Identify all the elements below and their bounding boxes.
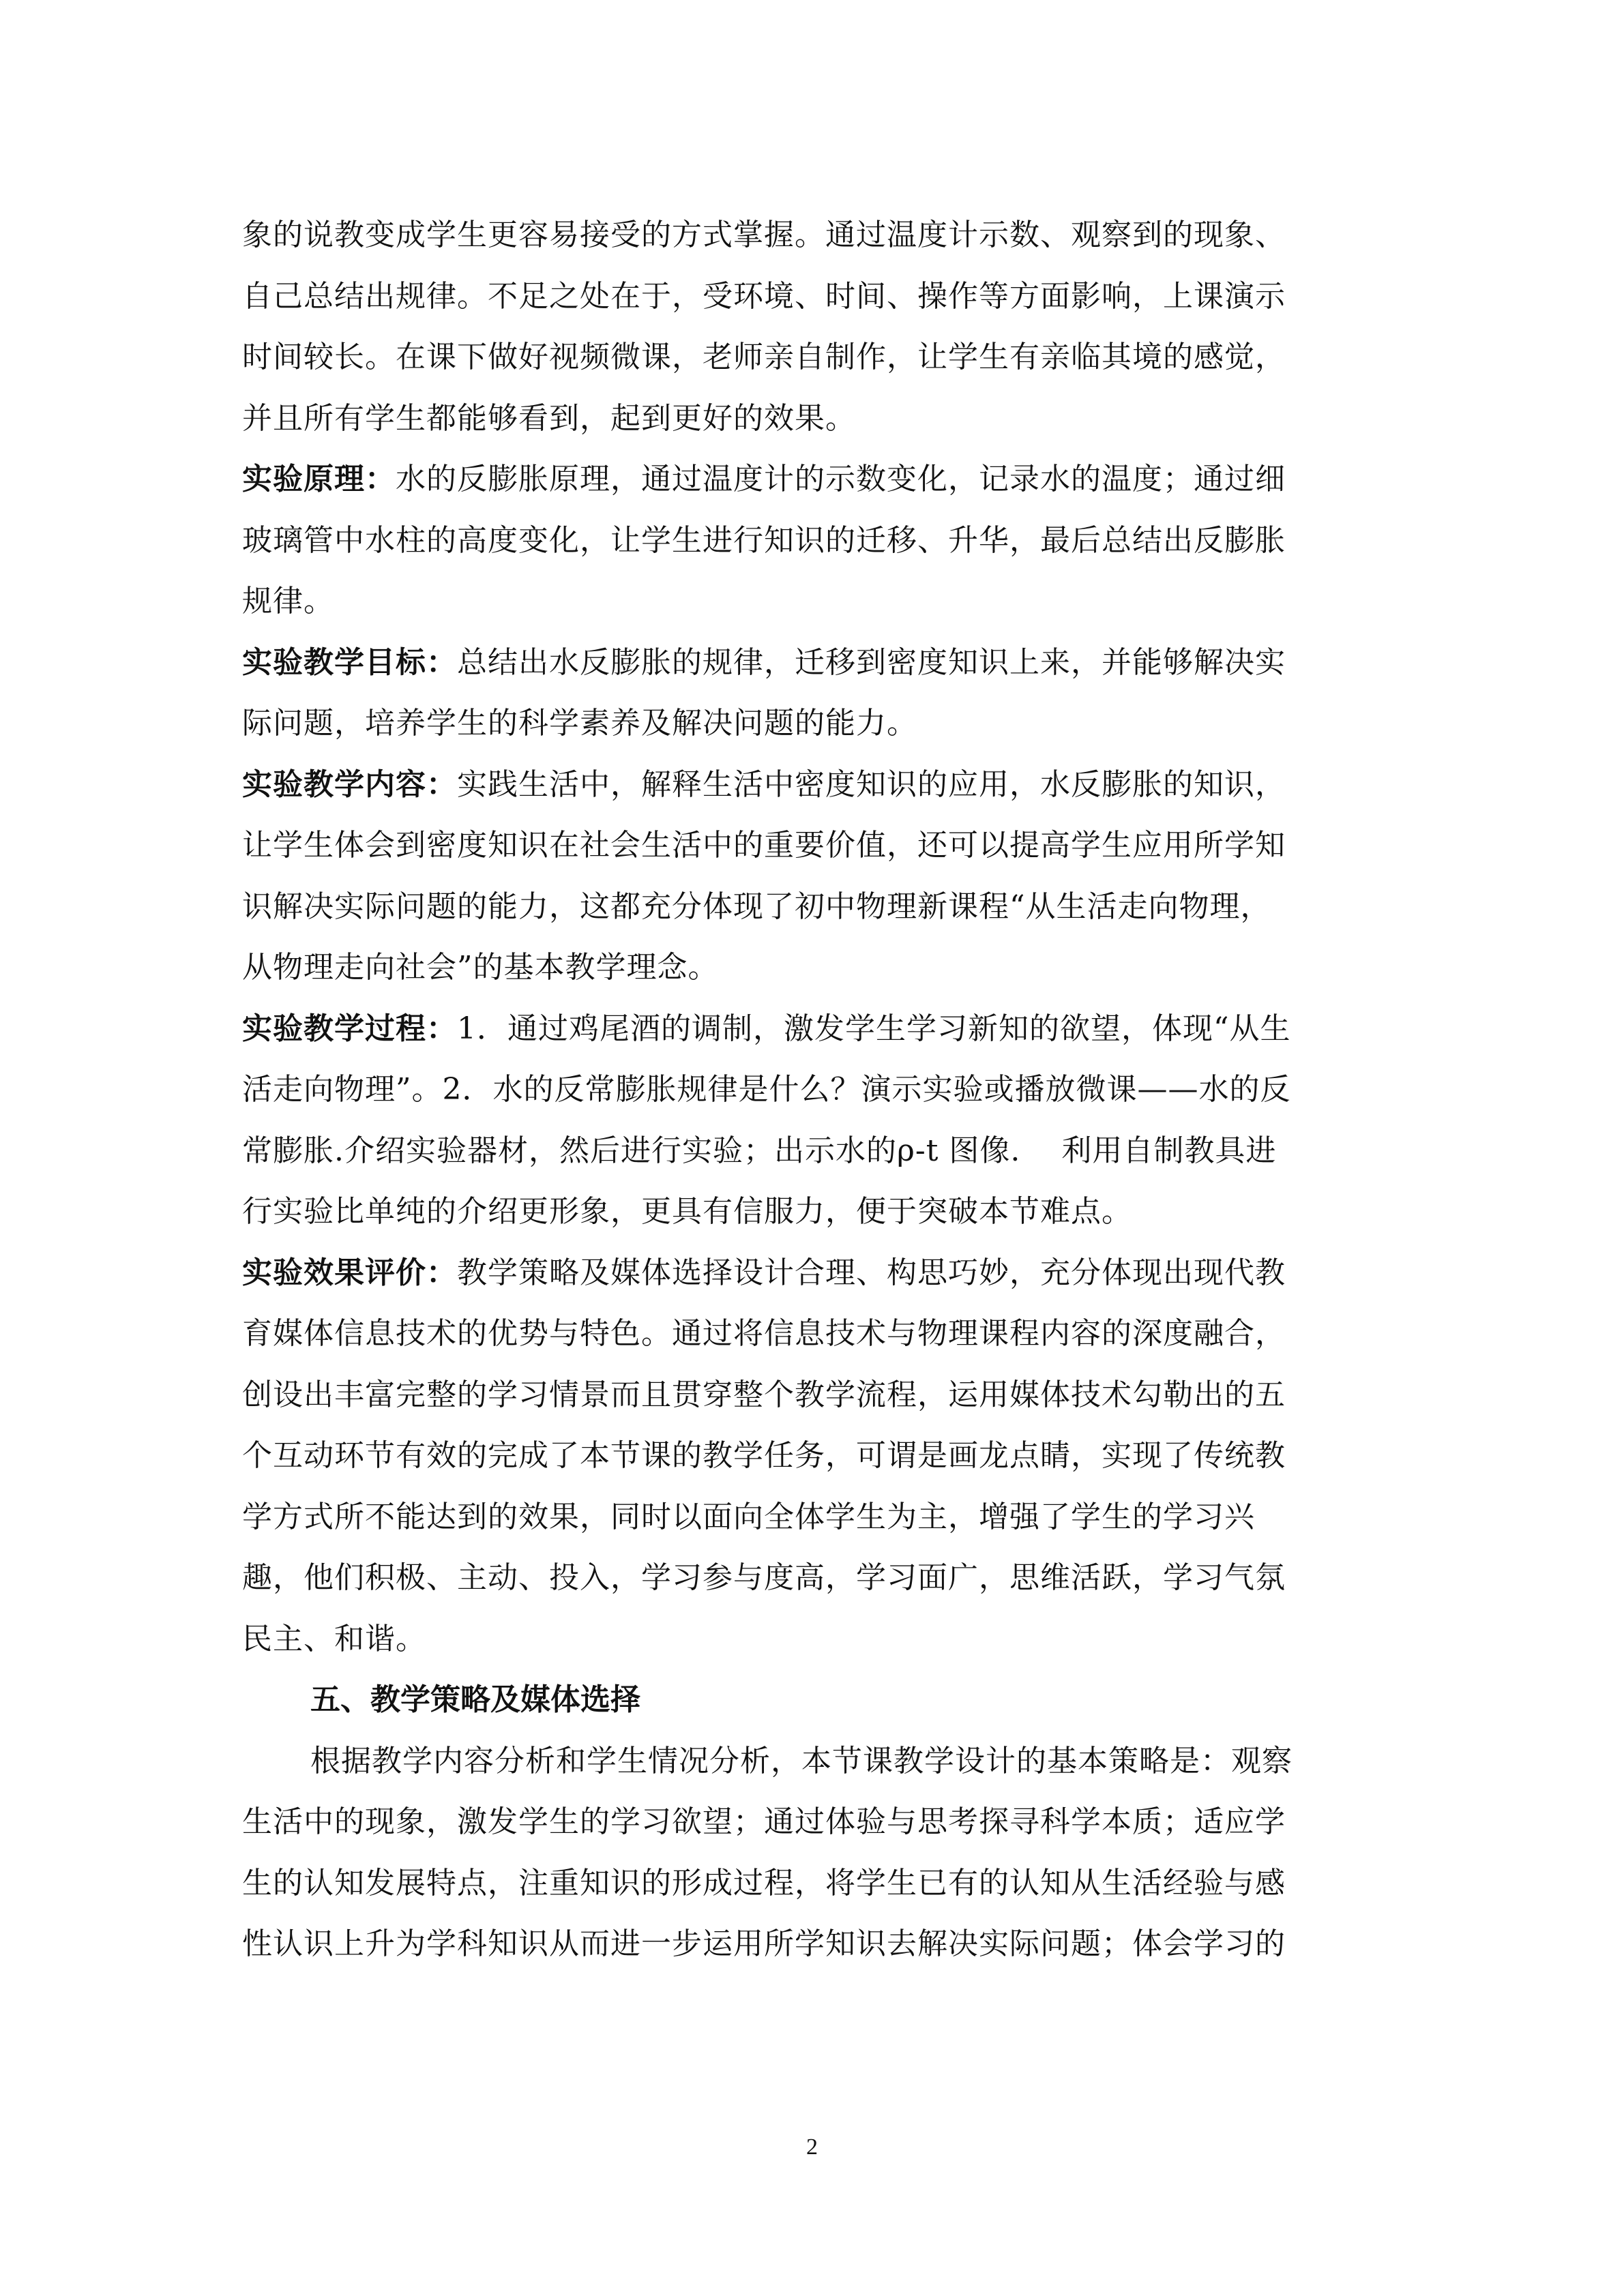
- text-line: 创设出丰富完整的学习情景而且贯穿整个教学流程，运用媒体技术勾勒出的五: [242, 1377, 1286, 1412]
- evaluation-label: 实验效果评价：: [242, 1255, 457, 1290]
- goal-label: 实验教学目标：: [242, 644, 457, 680]
- text-line: 玻璃管中水柱的高度变化，让学生进行知识的迁移、升华，最后总结出反膨胀: [242, 522, 1286, 558]
- text-line: 生活中的现象，激发学生的学习欲望；通过体验与思考探寻科学本质；适应学: [242, 1804, 1286, 1839]
- text-line: 生的认知发展特点，注重知识的形成过程，将学生已有的认知从生活经验与感: [242, 1865, 1286, 1900]
- text-line: 自己总结出规律。不足之处在于，受环境、时间、操作等方面影响，上课演示: [242, 278, 1286, 314]
- section-paragraph-first-line: 根据教学内容分析和学生情况分析，本节课教学设计的基本策略是：观察: [310, 1743, 1293, 1778]
- content-label: 实验教学内容：: [242, 766, 457, 802]
- goal-text: 总结出水反膨胀的规律，迁移到密度知识上来，并能够解决实: [457, 644, 1286, 680]
- principle-text: 水的反膨胀原理，通过温度计的示数变化，记录水的温度；通过细: [396, 462, 1286, 496]
- principle-label: 实验原理：: [242, 462, 396, 496]
- text-line: 让学生体会到密度知识在社会生活中的重要价值，还可以提高学生应用所学知: [242, 828, 1286, 863]
- text-line: 活走向物理”。2．水的反常膨胀规律是什么？演示实验或播放微课——水的反: [242, 1072, 1291, 1107]
- document-body: [242, 205, 1381, 1975]
- process-text: 1．通过鸡尾酒的调制，激发学生学习新知的欲望，体现“从生: [457, 1011, 1291, 1046]
- text-line: 并且所有学生都能够看到，起到更好的效果。: [242, 400, 856, 436]
- text-line: 趣，他们积极、主动、投入，学习参与度高，学习面广，思维活跃，学习气氛: [242, 1560, 1286, 1595]
- text-line: 行实验比单纯的介绍更形象，更具有信服力，便于突破本节难点。: [242, 1194, 1132, 1229]
- text-line: 育媒体信息技术的优势与特色。通过将信息技术与物理课程内容的深度融合，: [242, 1316, 1286, 1351]
- text-line: 从物理走向社会”的基本教学理念。: [242, 950, 719, 985]
- text-line: 常膨胀.介绍实验器材，然后进行实验；出示水的ρ-t 图像. 利用自制教具进: [242, 1133, 1277, 1168]
- text-line: 象的说教变成学生更容易接受的方式掌握。通过温度计示数、观察到的现象、: [242, 218, 1286, 252]
- process-label: 实验教学过程：: [242, 1011, 457, 1046]
- text-line: 规律。: [242, 584, 334, 618]
- goal-first-line: [242, 632, 1381, 694]
- text-line: 个互动环节有效的完成了本节课的教学任务，可谓是画龙点睛，实现了传统教: [242, 1438, 1286, 1473]
- content-text: 实践生活中，解释生活中密度知识的应用，水反膨胀的知识，: [457, 766, 1286, 802]
- evaluation-text: 教学策略及媒体选择设计合理、构思巧妙，充分体现出现代教: [457, 1255, 1286, 1290]
- text-line: 民主、和谐。: [242, 1621, 426, 1656]
- text-line: 时间较长。在课下做好视频微课，老师亲自制作，让学生有亲临其境的感觉，: [242, 340, 1286, 374]
- text-line: 识解决实际问题的能力，这都充分体现了初中物理新课程“从生活走向物理，: [242, 889, 1271, 924]
- principle-first-line: [242, 449, 1381, 510]
- content-first-line: [242, 754, 1381, 816]
- page-number: 2: [806, 2134, 818, 2160]
- section-heading: 五、教学策略及媒体选择: [310, 1682, 640, 1717]
- text-line: 际问题，培养学生的科学素养及解决问题的能力。: [242, 706, 917, 741]
- process-first-line: [242, 998, 1381, 1060]
- text-line: 学方式所不能达到的效果，同时以面向全体学生为主，增强了学生的学习兴: [242, 1499, 1255, 1534]
- evaluation-first-line: [242, 1242, 1381, 1304]
- text-line: 性认识上升为学科知识从而进一步运用所学知识去解决实际问题；体会学习的: [242, 1926, 1286, 1961]
